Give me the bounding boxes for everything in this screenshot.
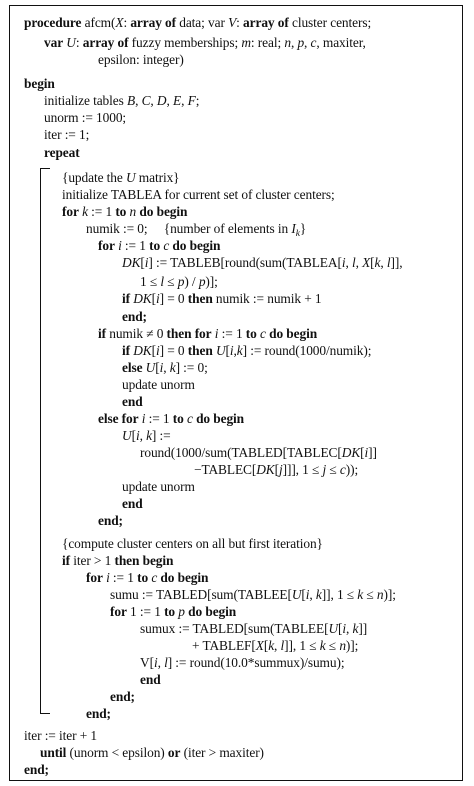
keyword: then for [166,326,212,341]
keyword: or [167,745,181,760]
keyword: for [110,604,127,619]
identifier: F [187,93,196,108]
identifier: n [284,35,291,50]
code-text: , [135,93,142,108]
code-text: [ [155,360,160,375]
identifier: DK [256,462,275,477]
keyword: if [122,343,130,358]
identifier: l [351,255,356,270]
code-text: : [75,35,83,50]
identifier: l [164,655,168,670]
keyword: to [245,326,257,341]
code-text: := 1 [109,570,138,585]
code-text: [ [263,638,269,653]
identifier: p [177,274,185,289]
keyword: to [137,570,149,585]
code-text: update unorm [122,377,195,392]
code-text: fuzzy memberships; [128,35,242,50]
identifier: l [280,638,285,653]
keyword: to [164,604,176,619]
identifier: X [362,255,371,270]
identifier: k [319,638,326,653]
identifier: m [241,35,251,50]
keyword: then begin [114,553,174,568]
code-text: k [295,229,300,239]
code-line [194,461,358,478]
identifier: k [357,587,364,602]
code-text: 1 ≤ [140,274,161,289]
code-line [86,220,306,237]
code-text: {update the [62,170,126,185]
code-text: , [139,428,147,443]
code-line [110,688,135,705]
keyword: until [40,745,67,760]
keyword: if [62,553,70,568]
code-line [44,34,366,51]
code-text: V[ [140,655,154,670]
code-text: := 1 [121,238,150,253]
keyword: end [140,672,161,687]
code-text: , [304,35,311,50]
code-text: [ [274,462,279,477]
identifier: l [386,255,391,270]
identifier: j [322,462,327,477]
code-text: afcm( [81,15,116,30]
code-line [62,535,323,552]
code-text: [ [360,445,365,460]
code-text: )]; [205,274,218,289]
identifier: B [126,93,136,108]
identifier: k [169,360,176,375]
code-line [40,744,264,761]
code-line [98,512,123,529]
code-text: )); [345,462,359,477]
keyword: do begin [139,204,188,219]
keyword: array of [243,15,289,30]
identifier: k [268,638,275,653]
identifier: I [291,221,296,236]
code-line [44,109,126,126]
code-text: ] := round(10.0*summux)/sumu); [167,655,345,670]
keyword: end; [110,689,135,704]
code-line [122,478,195,495]
code-text: := 1 [218,326,246,341]
code-text: [ [151,291,156,306]
code-text: sumu := TABLED[sum(TABLEE[ [110,587,292,602]
identifier: k [236,343,243,358]
code-text: , [380,255,387,270]
code-text: ] := [151,428,171,443]
identifier: n [339,638,346,653]
code-line [24,75,55,92]
code-text: , [346,621,353,636]
code-text: ]], 1 ≤ [321,587,358,602]
code-line [44,92,199,109]
identifier: D [156,93,167,108]
pseudocode-listing [10,6,462,780]
keyword: do begin [269,326,318,341]
code-line [86,569,208,586]
code-text: ≤ [325,638,340,653]
code-line [122,427,171,444]
code-line [44,144,80,161]
keyword: do begin [196,411,245,426]
code-text: )]; [383,587,396,602]
identifier: U [122,428,132,443]
identifier: i [144,255,149,270]
identifier: l [160,274,164,289]
algorithm-frame [9,5,463,781]
code-line [24,727,97,744]
code-line [122,393,143,410]
keyword: end; [86,706,111,721]
code-text: ] = 0 [159,343,188,358]
code-text: ] := 0; [175,360,208,375]
code-text: , maxiter, [316,35,366,50]
repeat-block-bracket [40,168,50,714]
code-line [122,342,371,359]
keyword: end [122,394,143,409]
keyword: else [122,360,143,375]
code-line [122,359,208,376]
code-text: −TABLEC[ [194,462,257,477]
code-text: ≤ [163,274,178,289]
code-text: ] := round(1000/numik); [242,343,372,358]
code-line [122,290,322,307]
identifier: X [115,15,124,30]
code-text: unorm := 1000; [44,110,127,125]
code-text: update unorm [122,479,195,494]
code-line [140,671,161,688]
keyword: to [149,238,161,253]
code-line [44,126,89,143]
identifier: i [118,238,122,253]
identifier: DK [133,291,152,306]
code-text: , [181,93,188,108]
keyword: end; [24,762,49,777]
code-text: iter := 1; [44,127,90,142]
code-text: , [274,638,281,653]
identifier: DK [133,343,152,358]
code-text: ]], [390,255,403,270]
code-text: , [309,587,316,602]
keyword: end; [98,513,123,528]
identifier: i [141,411,146,426]
code-text: matrix} [135,170,180,185]
code-text: ≤ [363,587,377,602]
identifier: U [291,587,302,602]
identifier: c [163,238,170,253]
code-text: , [163,360,170,375]
identifier: i [341,255,346,270]
code-line [24,761,49,778]
code-text: 1 := 1 [126,604,165,619]
identifier: i [159,360,164,375]
code-line [62,552,173,569]
keyword: for [98,238,115,253]
keyword: end; [122,309,147,324]
code-line [122,254,402,271]
keyword: var [44,35,64,50]
identifier: k [82,204,88,219]
code-text: , [157,655,165,670]
identifier: DK [122,255,141,270]
code-text: ]], 1 ≤ [284,638,320,653]
code-text: data; var [176,15,229,30]
code-text: , [290,35,298,50]
identifier: E [173,93,182,108]
code-text: cluster centers; [288,15,372,30]
keyword: then [187,291,213,306]
identifier: k [352,621,359,636]
code-line [140,273,218,290]
identifier: p [198,274,206,289]
identifier: i [229,343,234,358]
code-text: [ [370,255,375,270]
code-text: [ [140,255,145,270]
identifier: c [186,411,193,426]
identifier: n [129,204,137,219]
code-text: [ [131,428,136,443]
code-line [122,376,195,393]
code-text: [ [338,621,343,636]
code-line [122,308,147,325]
code-line [62,169,180,186]
identifier: i [305,587,310,602]
code-text: } [299,221,307,236]
identifier: i [156,291,160,306]
keyword: do begin [160,570,209,585]
identifier: c [339,462,346,477]
keyword: then [187,343,213,358]
code-text: (iter > maxiter) [180,745,264,760]
keyword: array of [130,15,176,30]
code-line [140,654,344,671]
code-line [98,51,184,68]
keyword: if [98,326,106,341]
code-line [122,495,143,512]
identifier: DK [341,445,361,460]
identifier: i [156,343,160,358]
keyword: to [172,411,184,426]
code-text: [ [225,343,230,358]
code-line [62,186,335,203]
identifier: i [153,655,158,670]
code-text: ] := TABLEB[round(sum(TABLEA[ [148,255,342,270]
identifier: k [315,587,322,602]
identifier: X [255,638,264,653]
code-line [110,603,236,620]
code-line [110,586,396,603]
identifier: c [260,326,266,341]
identifier: c [151,570,158,585]
code-text: , [233,343,237,358]
code-text: ]]], 1 ≤ [282,462,323,477]
keyword: do begin [172,238,221,253]
code-text: {compute cluster centers on all but first iteration} [62,536,323,551]
identifier: k [374,255,381,270]
code-line [86,705,111,722]
identifier: U [145,360,156,375]
code-text: [ [301,587,306,602]
code-line [98,237,220,254]
code-line [140,620,367,637]
identifier: i [364,445,369,460]
code-text: , [150,93,157,108]
code-text: + TABLEF[ [192,638,256,653]
identifier: V [228,15,237,30]
code-text: : [123,15,131,30]
keyword: do begin [188,604,237,619]
code-text: initialize tables [44,93,127,108]
identifier: i [106,570,110,585]
code-line [98,325,317,342]
keyword: repeat [44,145,80,160]
code-text: : real; [250,35,285,50]
code-text: ]] [368,445,377,460]
keyword: procedure [24,15,82,30]
code-line [62,203,187,220]
keyword: to [115,204,127,219]
code-text: initialize TABLEA for current set of cluster centers; [62,187,335,202]
code-text: ) / [184,274,199,289]
code-text: ] = 0 [159,291,188,306]
code-text: numik ≠ 0 [105,326,167,341]
code-line [24,14,371,31]
code-text: epsilon: integer) [98,52,184,67]
identifier: U [125,170,136,185]
keyword: begin [24,76,55,91]
code-text: (unorm < epsilon) [66,745,168,760]
keyword: for [86,570,103,585]
code-line [192,637,358,654]
keyword: if [122,291,130,306]
keyword: for [62,204,79,219]
identifier: p [297,35,305,50]
keyword: else for [98,411,139,426]
code-text: := 1 [87,204,116,219]
code-text: := 1 [145,411,173,426]
identifier: C [141,93,151,108]
code-line [140,444,377,461]
code-text: )]; [345,638,359,653]
identifier: n [376,587,384,602]
identifier: j [278,462,283,477]
identifier: k [146,428,152,443]
code-text: ≤ [326,462,340,477]
code-text: round(1000/sum(TABLED[TABLEC[ [140,445,342,460]
code-text: , [355,255,363,270]
code-text: iter := iter + 1 [24,728,97,743]
identifier: U [215,343,226,358]
code-text: [ [151,343,156,358]
identifier: i [214,326,219,341]
code-text: numik := numik + 1 [212,291,322,306]
code-line [98,410,244,427]
code-text: , [345,255,352,270]
identifier: i [135,428,140,443]
code-text: : [236,15,244,30]
identifier: i [342,621,346,636]
code-text: sumux := TABLED[sum(TABLEE[ [140,621,329,636]
identifier: U [328,621,339,636]
code-text: numik := 0; {number of elements in [86,221,292,236]
identifier: c [310,35,317,50]
identifier: p [178,604,185,619]
keyword: end [122,496,143,511]
code-text: ]] [358,621,368,636]
code-text: ; [195,93,200,108]
identifier: U [66,35,76,50]
code-text: iter > 1 [69,553,115,568]
code-text: , [166,93,173,108]
keyword: array of [82,35,129,50]
